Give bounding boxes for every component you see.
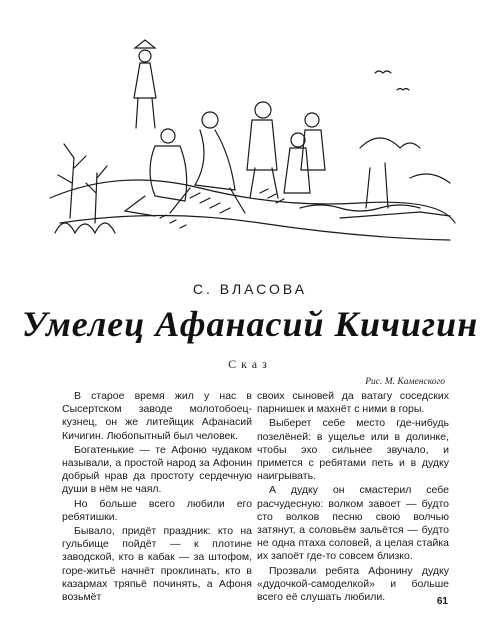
text-column-right xyxy=(257,390,449,605)
paragraph: Но больше всего любили его ребятишки. xyxy=(62,497,252,523)
illustration-credit: Рис. М. Каменского xyxy=(365,377,445,387)
story-subtitle: Сказ xyxy=(228,357,272,371)
paragraph: Богатенькие — те Афоню чудаком называли, а простой народ за Афонин добрый нрав да простоту сердечную души в нём не чаял. xyxy=(62,443,252,496)
paragraph: Бывало, придёт праздник: кто на гульбище пойдёт — к плотине заводской, кто в кабак — за штофом, горе-житьё начнёт проклинать, кто в казармах тряпьё починять, а Афоня возьмёт xyxy=(62,525,252,604)
paragraph: Прозвали ребята Афонину дудку «дудочкой-самоделкой» и больше всего её слушать любили. xyxy=(257,564,449,604)
author-name: С. ВЛАСОВА xyxy=(192,281,308,297)
paragraph: А дудку он смастерил себе расчудесную: волком завоет — будто сто волков песню свою волчью затянут, а соловьём зальётся — будто не одна птаха соловей, а целая стайка их запоёт где-то совсем близко. xyxy=(257,484,449,563)
illustration xyxy=(40,18,460,250)
text-column-left xyxy=(62,390,252,605)
children-on-hill-illustration xyxy=(40,18,460,250)
paragraph: В старое время жил у нас в Сысертском заводе молотобоец-кузнец, он же литейщик Афанасий Кичигин. Любопытный был человек. xyxy=(62,390,252,442)
paragraph: своих сыновей да ватагу соседских парнишек и махнёт с ними в горы. xyxy=(257,390,449,416)
story-title: Умелец Афанасий Кичигин xyxy=(21,304,479,344)
paragraph: Выберет себе место где-нибудь позелёней: в ущелье или в долинке, чтобы эхо сильнее звучало, и примется с ребятами петь и в дудку наигрывать. xyxy=(257,417,449,483)
page-number: 61 xyxy=(436,596,448,607)
